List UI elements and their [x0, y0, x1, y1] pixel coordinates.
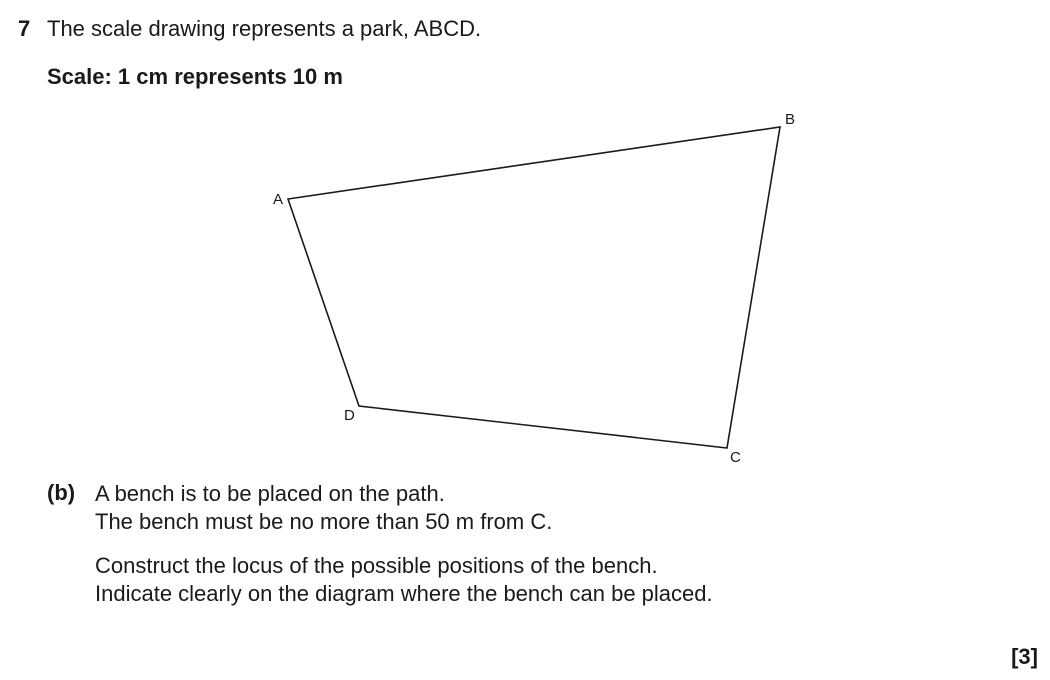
question-intro: The scale drawing represents a park, ABCD.: [47, 16, 482, 41]
part-b-line-1: A bench is to be placed on the path.: [95, 481, 445, 506]
part-b-label: (b): [47, 480, 76, 505]
park-quadrilateral: [288, 127, 780, 448]
part-b-line-4: Indicate clearly on the diagram where the bench can be placed.: [95, 581, 713, 606]
part-b-line-2: The bench must be no more than 50 m from C.: [95, 509, 553, 534]
vertex-label-b: B: [785, 111, 796, 128]
vertex-label-d: D: [344, 407, 355, 424]
part-b-line-3: Construct the locus of the possible positions of the bench.: [95, 553, 658, 578]
question-number: 7: [18, 16, 31, 41]
vertex-label-a: A: [273, 191, 284, 208]
scale-statement: Scale: 1 cm represents 10 m: [47, 64, 343, 89]
vertex-label-c: C: [730, 449, 741, 466]
marks-allocation: [3]: [1011, 644, 1038, 669]
